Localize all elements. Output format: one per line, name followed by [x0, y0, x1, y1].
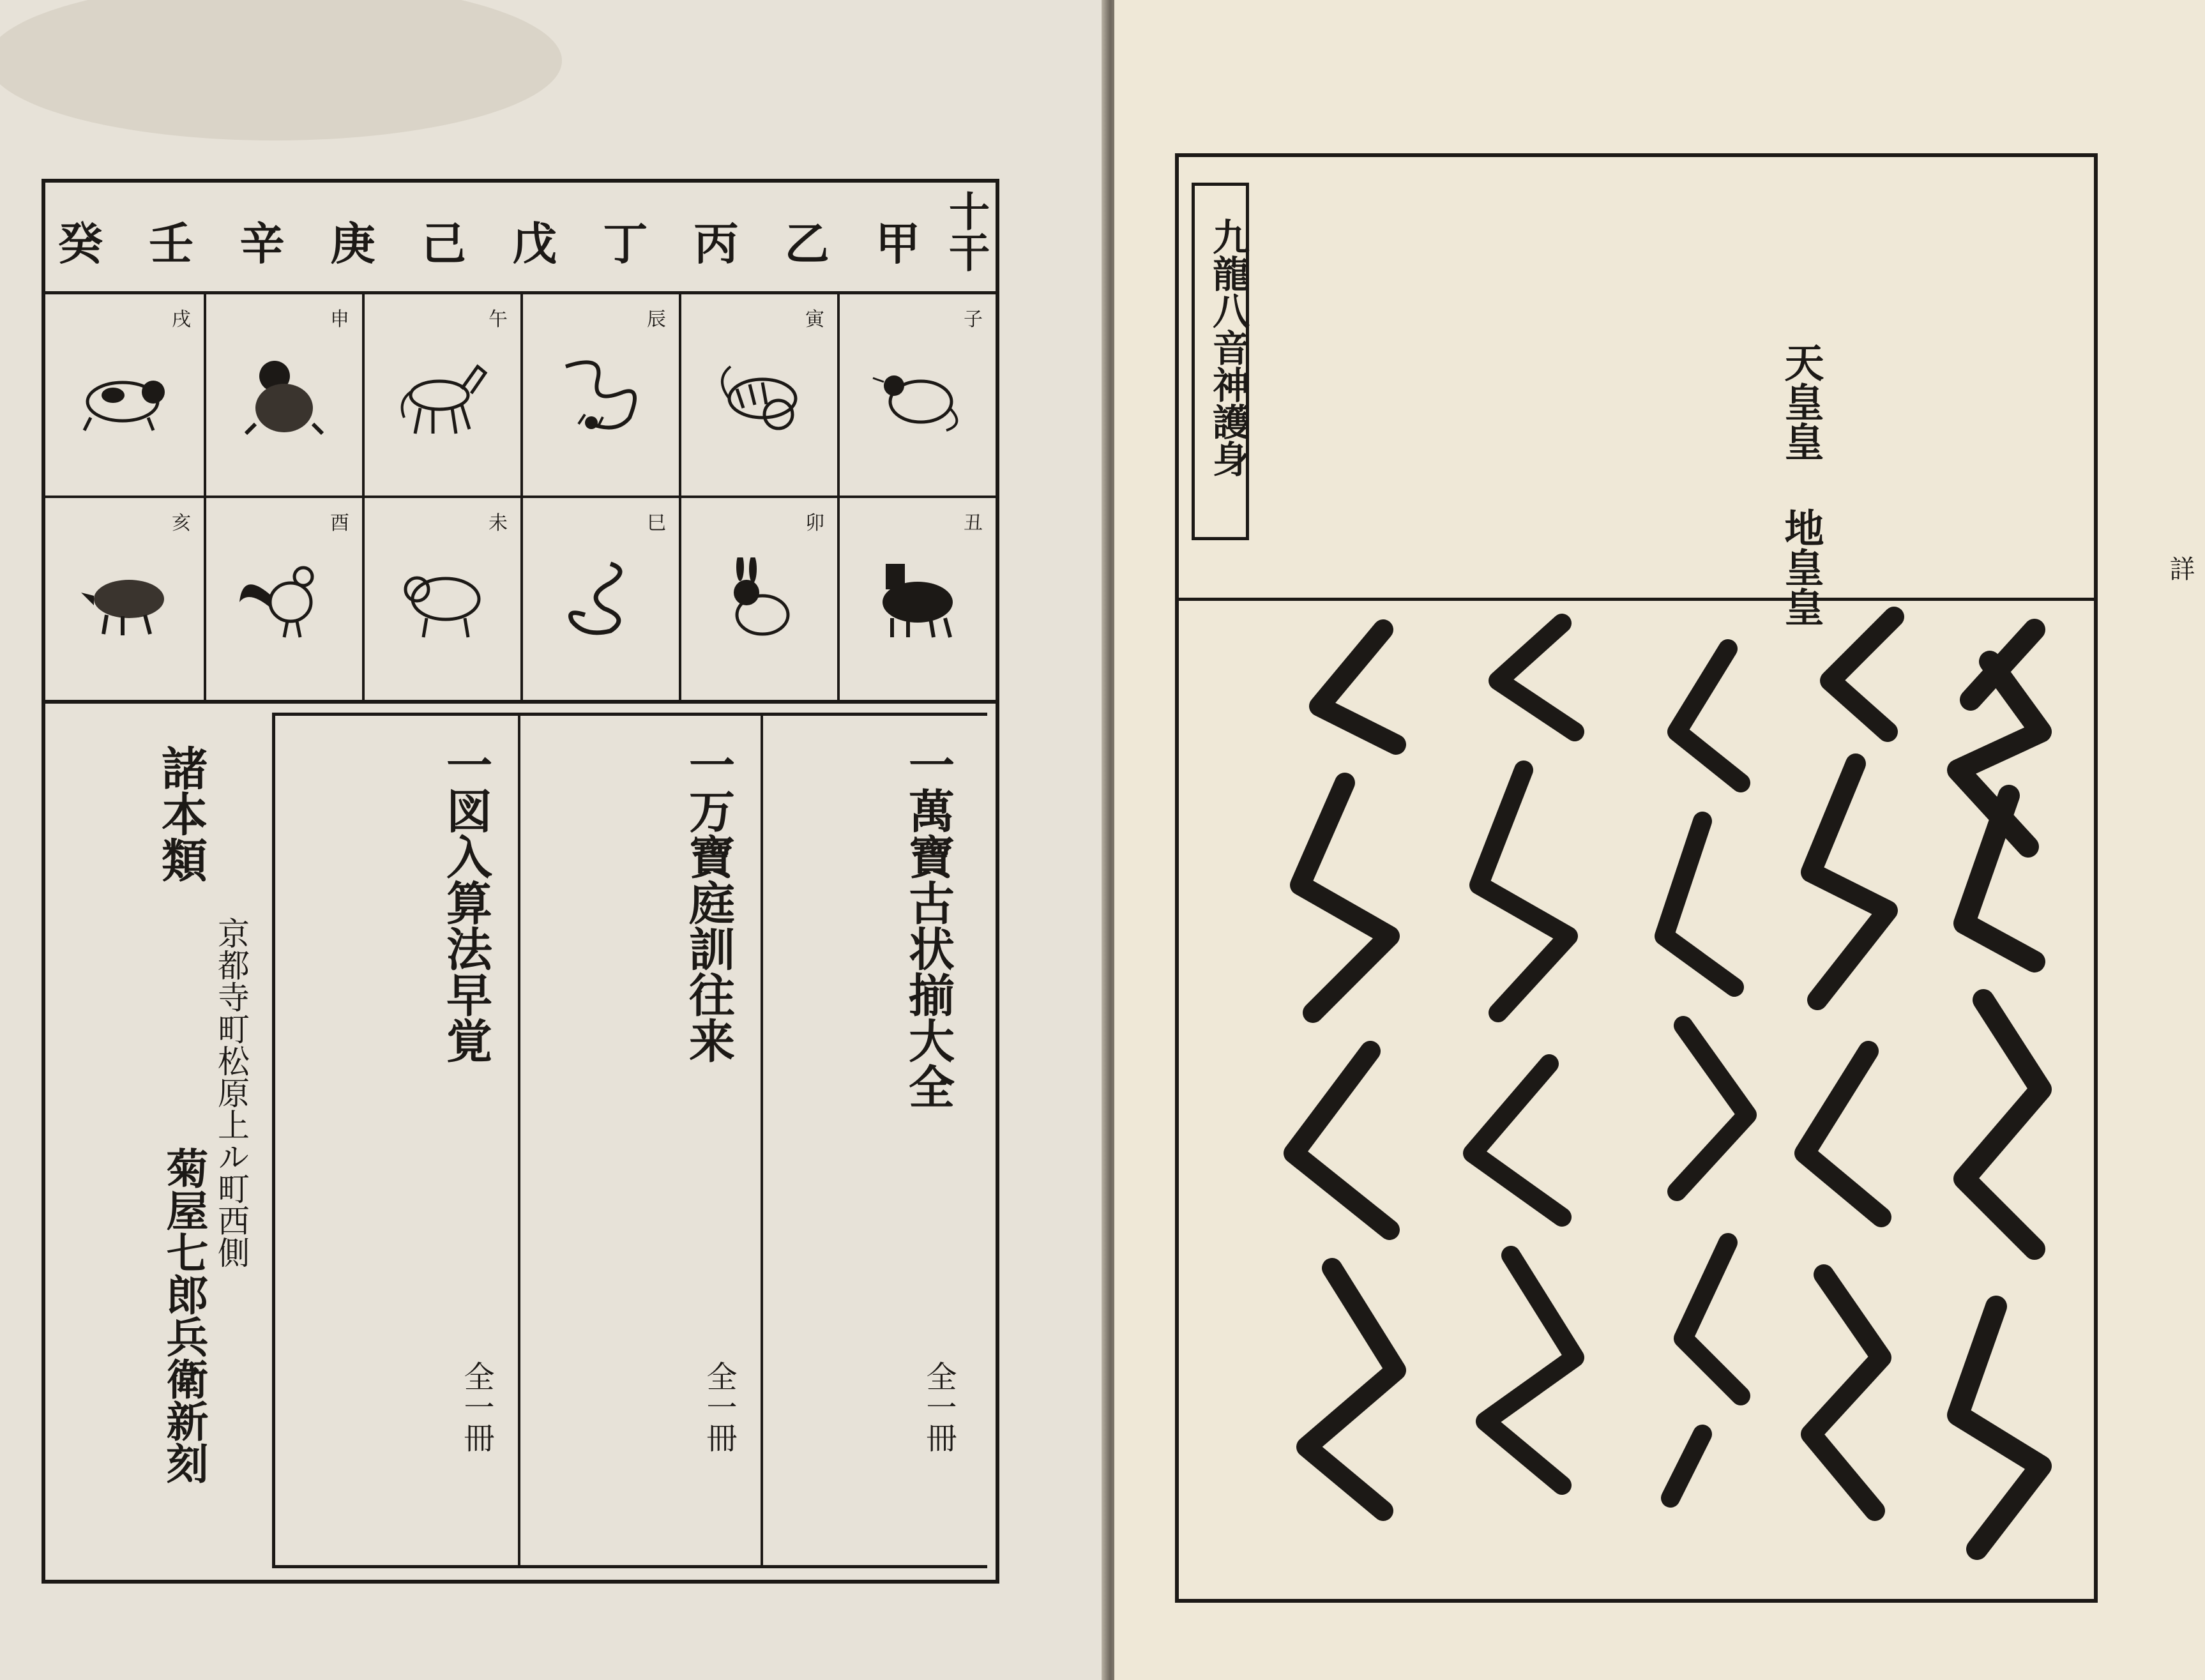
- snake-icon: [553, 557, 649, 640]
- right-page: [1114, 0, 2205, 1680]
- zodiac-cell-monkey: [206, 294, 362, 496]
- right-page-frame: [1175, 153, 2098, 1603]
- catalog-entry: [275, 716, 518, 1565]
- zodiac-cell-snake: [523, 498, 679, 700]
- stems-row: [58, 199, 920, 282]
- zodiac-cell-rat: [840, 294, 996, 496]
- stem: 戊: [512, 216, 557, 270]
- stems-title: 十干: [942, 190, 990, 272]
- section-title: 九龍八音神護身: [1206, 218, 1250, 477]
- zodiac-cell-ox: [840, 498, 996, 700]
- catalog-title: 一萬寶古状揃大全: [901, 741, 955, 1109]
- catalog-entry: [763, 716, 987, 1565]
- zodiac-cell-horse: [365, 294, 520, 496]
- dragon-icon: [553, 354, 649, 437]
- zodiac-label: 午: [489, 308, 508, 331]
- paper-stain: [0, 0, 562, 140]
- edge-label: 詳: [2165, 556, 2195, 581]
- publisher-heading: 諸本類: [154, 745, 208, 882]
- zodiac-label: 巳: [647, 512, 666, 534]
- stem: 丁: [603, 216, 648, 270]
- catalog-title: 一図入算法早覚: [439, 741, 493, 1063]
- zodiac-label: 申: [330, 308, 349, 331]
- boar-icon: [78, 557, 174, 640]
- zodiac-cell-dragon: [523, 294, 679, 496]
- divider: [1179, 598, 2094, 601]
- monkey-icon: [236, 354, 332, 437]
- ox-icon: [870, 557, 966, 640]
- zodiac-label: 子: [964, 308, 983, 331]
- catalog-entry: [520, 716, 761, 1565]
- rooster-icon: [236, 557, 332, 640]
- catalog-volumes: 全一冊: [921, 1361, 957, 1453]
- stem: 壬: [149, 216, 194, 270]
- stem: 辛: [239, 216, 285, 270]
- publisher-name: 菊屋七郎兵衛新刻: [159, 1147, 209, 1484]
- zodiac-cell-sheep: [365, 498, 520, 700]
- left-page-frame: [42, 179, 999, 1584]
- divider: [272, 1565, 987, 1568]
- charm-calligraphy: [1179, 604, 2094, 1600]
- section-title-box: [1192, 183, 1249, 540]
- zodiac-label: 寅: [805, 308, 824, 331]
- stem: 庚: [330, 216, 375, 270]
- divider: [45, 700, 996, 704]
- zodiac-cell-tiger: [681, 294, 837, 496]
- stem: 丙: [693, 216, 739, 270]
- zodiac-label: 未: [489, 512, 508, 534]
- zodiac-label: 丑: [964, 512, 983, 534]
- tiger-icon: [711, 354, 807, 437]
- catalog-volumes: 全一冊: [458, 1361, 494, 1453]
- dog-icon: [78, 354, 174, 437]
- stem: 癸: [58, 216, 103, 270]
- rat-icon: [870, 354, 966, 437]
- zodiac-label: 辰: [647, 308, 666, 331]
- zodiac-cell-dog: [48, 294, 204, 496]
- horse-icon: [395, 354, 490, 437]
- sheep-icon: [395, 557, 490, 640]
- zodiac-label: 戌: [172, 308, 191, 331]
- notes-line: 天皇皇 地皇皇: [1778, 342, 1824, 626]
- zodiac-cell-boar: [48, 498, 204, 700]
- publisher-address: 京都寺町松原上ル町西側: [213, 917, 250, 1268]
- zodiac-label: 酉: [330, 512, 349, 534]
- rabbit-icon: [711, 557, 807, 640]
- zodiac-cell-rabbit: [681, 498, 837, 700]
- stem: 甲: [875, 216, 920, 270]
- publisher-block: [45, 713, 272, 1581]
- catalog-volumes: 全一冊: [701, 1361, 737, 1453]
- stem: 乙: [784, 216, 830, 270]
- stem: 己: [421, 216, 466, 270]
- catalog-title: 一万寶庭訓往来: [681, 741, 736, 1063]
- zodiac-label: 卯: [805, 512, 824, 534]
- zodiac-label: 亥: [172, 512, 191, 534]
- zodiac-cell-rooster: [206, 498, 362, 700]
